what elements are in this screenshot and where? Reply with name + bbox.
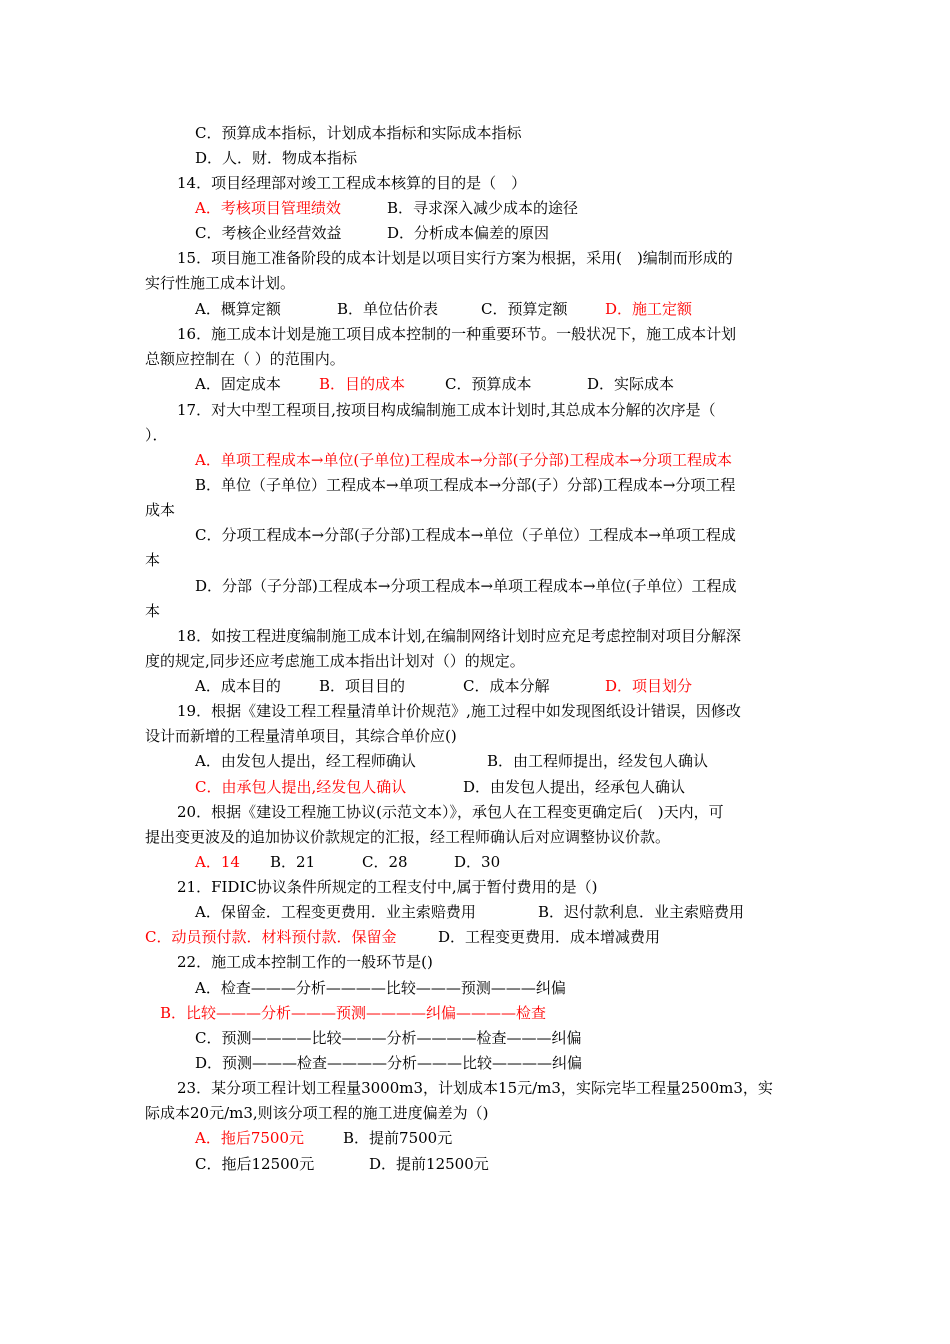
question-18-line1: 18．如按工程进度编制施工成本计划,在编制网络计划时应充足考虑控制对项目分解深 bbox=[177, 627, 741, 645]
question-15-line2: 实行性施工成本计划。 bbox=[145, 274, 296, 292]
q19-option-c: C．由承包人提出,经发包人确认 bbox=[195, 778, 407, 796]
option-c-text: C．预算成本指标，计划成本指标和实际成本指标 bbox=[195, 124, 522, 142]
q22-option-b: B．比较———分析———预测————纠偏————检查 bbox=[160, 1004, 547, 1022]
q21-option-c: C．动员预付款．材料预付款．保留金 bbox=[145, 928, 397, 946]
question-20-line1: 20．根据《建设工程施工协议(示范文本）》，承包人在工程变更确定后( )天内，可 bbox=[177, 803, 724, 821]
q21-option-d: D．工程变更费用．成本增减费用 bbox=[438, 928, 661, 946]
q16-option-a: A．固定成本 bbox=[195, 375, 281, 393]
q15-option-c: C．预算定额 bbox=[481, 300, 568, 318]
question-18-line2: 度的规定,同步还应考虑施工成本指出计划对（）的规定。 bbox=[145, 652, 525, 670]
q17-option-b-line2: 成本 bbox=[145, 501, 176, 519]
question-16-line1: 16．施工成本计划是施工项目成本控制的一种重要环节。一般状况下，施工成本计划 bbox=[177, 325, 737, 343]
q14-option-d: D．分析成本偏差的原因 bbox=[387, 224, 550, 242]
q17-option-a: A．单项工程成本→单位(子单位)工程成本→分部(子分部)工程成本→分项工程成本 bbox=[195, 451, 732, 469]
question-17-line1: 17．对大中型工程项目,按项目构成编制施工成本计划时,其总成本分解的次序是（ bbox=[177, 401, 716, 419]
q15-option-b: B．单位估价表 bbox=[337, 300, 439, 318]
q20-option-c: C．28 bbox=[362, 853, 408, 871]
q17-option-c-line1: C．分项工程成本→分部(子分部)工程成本→单位（子单位）工程成本→单项工程成 bbox=[195, 526, 736, 544]
q23-option-b: B．提前7500元 bbox=[343, 1129, 453, 1147]
q14-option-c: C．考核企业经营效益 bbox=[195, 224, 342, 242]
q20-option-a: A．14 bbox=[195, 853, 240, 871]
q14-option-a: A．考核项目管理绩效 bbox=[195, 199, 341, 217]
question-22: 22．施工成本控制工作的一般环节是() bbox=[177, 953, 433, 971]
q21-option-b: B．迟付款利息．业主索赔费用 bbox=[538, 903, 745, 921]
q15-option-d: D．施工定额 bbox=[605, 300, 693, 318]
question-16-line2: 总额应控制在（ ）的范围内。 bbox=[145, 350, 345, 368]
q18-option-b: B．项目目的 bbox=[319, 677, 406, 695]
q16-option-c: C．预算成本 bbox=[445, 375, 532, 393]
question-17-line2: ）． bbox=[145, 426, 168, 444]
q17-option-c-line2: 本 bbox=[145, 551, 161, 569]
q16-option-d: D．实际成本 bbox=[587, 375, 675, 393]
q15-option-a: A．概算定额 bbox=[195, 300, 281, 318]
q17-option-b-line1: B．单位（子单位）工程成本→单项工程成本→分部(子）分部)工程成本→分项工程 bbox=[195, 476, 736, 494]
question-20-line2: 提出变更波及的追加协议价款规定的汇报，经工程师确认后对应调整协议价款。 bbox=[145, 828, 671, 846]
question-19-line1: 19．根据《建设工程工程量清单计价规范》,施工过程中如发现图纸设计错误，因修改 bbox=[177, 702, 741, 720]
q14-option-b: B．寻求深入减少成本的途径 bbox=[387, 199, 579, 217]
q23-option-c: C．拖后12500元 bbox=[195, 1155, 315, 1173]
q23-option-d: D．提前12500元 bbox=[369, 1155, 489, 1173]
q20-option-d: D．30 bbox=[454, 853, 501, 871]
q22-option-d: D．预测———检查————分析———比较————纠偏 bbox=[195, 1054, 583, 1072]
q19-option-a: A．由发包人提出，经工程师确认 bbox=[195, 752, 416, 770]
q21-option-a: A．保留金．工程变更费用．业主索赔费用 bbox=[195, 903, 476, 921]
q22-option-c: C．预测————比较———分析————检查———纠偏 bbox=[195, 1029, 582, 1047]
question-15-line1: 15．项目施工准备阶段的成本计划是以项目实行方案为根据，采用( )编制而形成的 bbox=[177, 249, 733, 267]
question-21: 21．FIDIC协议条件所规定的工程支付中,属于暂付费用的是（) bbox=[177, 878, 598, 896]
q20-option-b: B．21 bbox=[270, 853, 316, 871]
q18-option-c: C．成本分解 bbox=[463, 677, 550, 695]
q16-option-b: B．目的成本 bbox=[319, 375, 406, 393]
question-14: 14．项目经理部对竣工工程成本核算的目的是（ ） bbox=[177, 174, 527, 192]
q18-option-d: D．项目划分 bbox=[605, 677, 693, 695]
q17-option-d-line2: 本 bbox=[145, 602, 161, 620]
q19-option-d: D．由发包人提出，经承包人确认 bbox=[463, 778, 686, 796]
q17-option-d-line1: D．分部（子分部)工程成本→分项工程成本→单项工程成本→单位(子单位）工程成 bbox=[195, 577, 737, 595]
q19-option-b: B．由工程师提出，经发包人确认 bbox=[487, 752, 709, 770]
question-23-line2: 际成本20元/m3,则该分项工程的施工进度偏差为（) bbox=[145, 1104, 489, 1122]
q22-option-a: A．检查———分析————比较———预测———纠偏 bbox=[195, 979, 566, 997]
option-d-text: D．人．财．物成本指标 bbox=[195, 149, 358, 167]
q18-option-a: A．成本目的 bbox=[195, 677, 281, 695]
question-19-line2: 设计而新增的工程量清单项目，其综合单价应() bbox=[145, 727, 457, 745]
q23-option-a: A．拖后7500元 bbox=[195, 1129, 305, 1147]
question-23-line1: 23．某分项工程计划工程量3000m3，计划成本15元/m3，实际完毕工程量2500m3，实 bbox=[177, 1079, 773, 1097]
